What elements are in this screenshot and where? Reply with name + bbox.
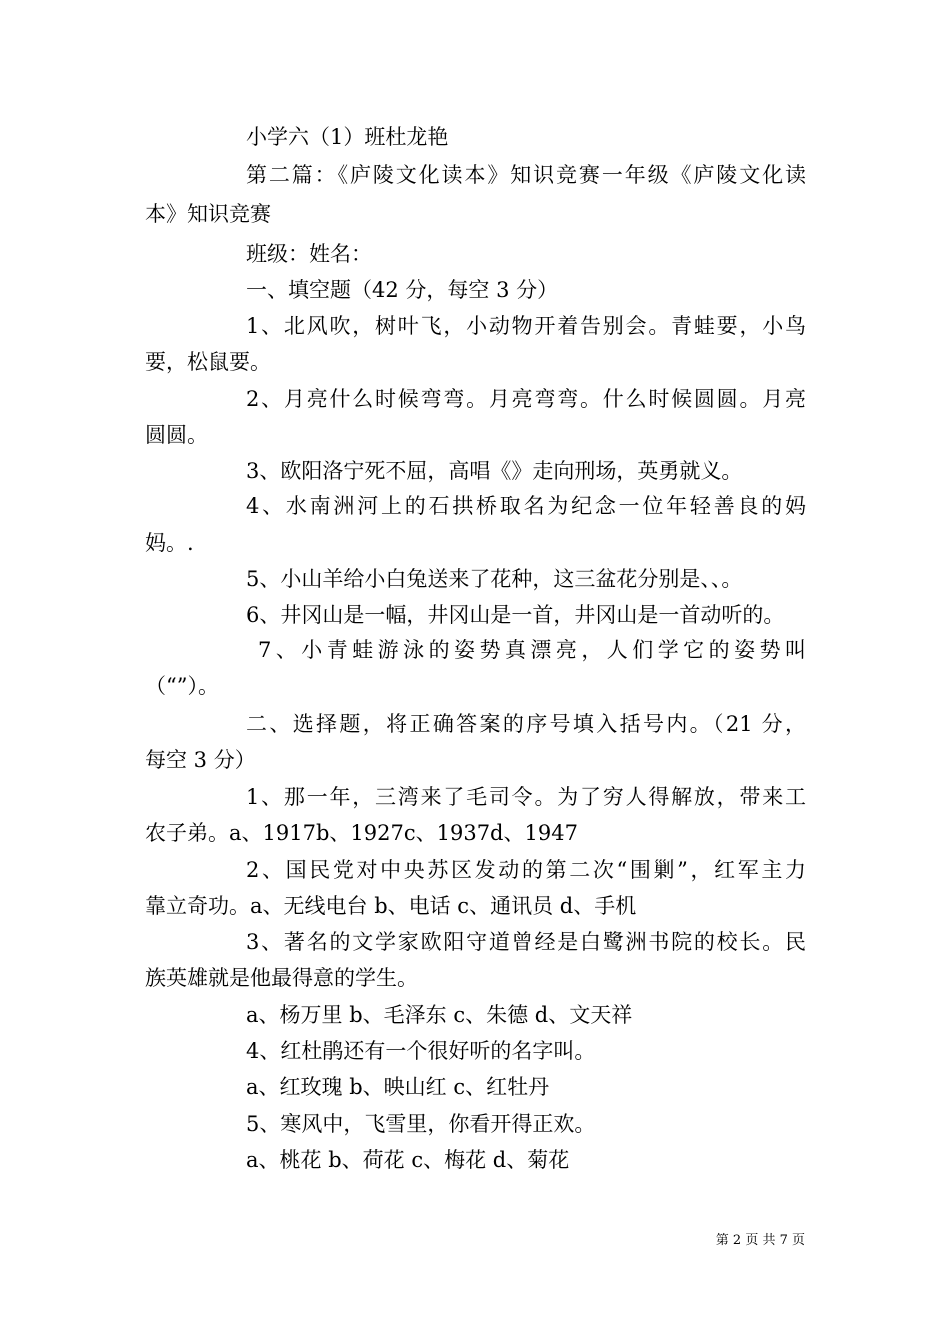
author-line: 小学六（1）班杜龙艳 bbox=[246, 125, 449, 149]
choice-4: 4、红杜鹃还有一个很好听的名字叫。 bbox=[246, 1039, 596, 1063]
question-4-line-1: 4、水南洲河上的石拱桥取名为纪念一位年轻善良的妈 bbox=[246, 494, 806, 518]
choice-3-line-2: 族英雄就是他最得意的学生。 bbox=[145, 966, 418, 990]
choice-3-options: a、杨万里 b、毛泽东 c、朱德 d、文天祥 bbox=[246, 1003, 633, 1027]
question-1-line-1: 1、北风吹，树叶飞，小动物开着告别会。青蛙要，小鸟 bbox=[246, 314, 806, 338]
question-6: 6、井冈山是一幅，井冈山是一首，井冈山是一首动听的。 bbox=[246, 603, 785, 627]
fill-blank-heading: 一、填空题（42 分，每空 3 分） bbox=[246, 278, 559, 302]
question-3: 3、欧阳洛宁死不屈，高唱《》走向刑场，英勇就义。 bbox=[246, 459, 743, 483]
choice-5-options: a、桃花 b、荷花 c、梅花 d、菊花 bbox=[246, 1148, 570, 1172]
question-2-line-1: 2、月亮什么时候弯弯。月亮弯弯。什么时候圆圆。月亮 bbox=[246, 387, 806, 411]
choice-2-line-1: 2、国民党对中央苏区发动的第二次“围剿”，红军主力 bbox=[246, 858, 806, 882]
choice-4-options: a、红玫瑰 b、映山红 c、红牡丹 bbox=[246, 1075, 550, 1099]
page-number: 第 2 页 共 7 页 bbox=[715, 1233, 805, 1248]
question-7-line-2: （“”）。 bbox=[145, 674, 219, 698]
choice-heading-line-1: 二、选择题，将正确答案的序号填入括号内。（21 分， bbox=[246, 712, 806, 736]
class-name-line: 班级：姓名： bbox=[246, 242, 372, 266]
choice-2-line-2: 靠立奇功。a、无线电台 b、电话 c、通讯员 d、手机 bbox=[145, 894, 637, 918]
section-title-line-1: 第二篇：《庐陵文化读本》知识竞赛一年级《庐陵文化读 bbox=[246, 163, 806, 187]
question-7-line-1: 7、小青蛙游泳的姿势真漂亮，人们学它的姿势叫 bbox=[258, 638, 806, 662]
choice-1-line-2: 农子弟。a、1917b、1927c、1937d、1947 bbox=[145, 821, 578, 845]
choice-5: 5、寒风中，飞雪里，你看开得正欢。 bbox=[246, 1112, 596, 1136]
question-4-line-2: 妈。. bbox=[145, 531, 194, 555]
question-2-line-2: 圆圆。 bbox=[145, 423, 208, 447]
choice-heading-line-2: 每空 3 分） bbox=[145, 748, 256, 772]
choice-3-line-1: 3、著名的文学家欧阳守道曾经是白鹭洲书院的校长。民 bbox=[246, 930, 806, 954]
choice-1-line-1: 1、那一年，三湾来了毛司令。为了穷人得解放，带来工 bbox=[246, 785, 806, 809]
section-title-line-2: 本》知识竞赛 bbox=[145, 202, 271, 226]
question-1-line-2: 要，松鼠要。 bbox=[145, 350, 271, 374]
question-5: 5、小山羊给小白兔送来了花种，这三盆花分别是、、。 bbox=[246, 567, 743, 591]
